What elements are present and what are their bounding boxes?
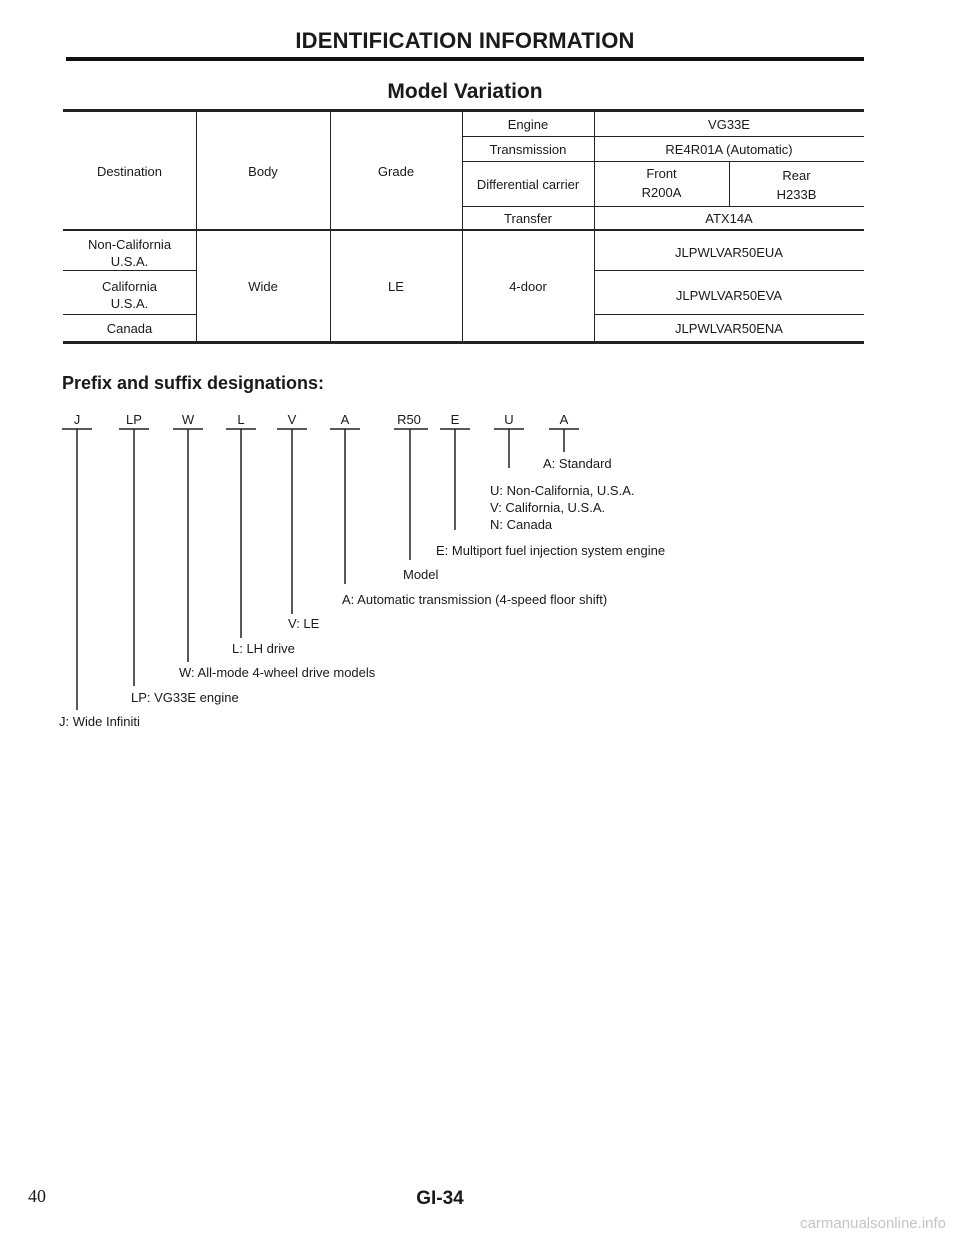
header-transmission: Transmission bbox=[489, 142, 567, 157]
header-destination: Destination bbox=[96, 164, 163, 179]
shared-grade: LE bbox=[388, 279, 404, 294]
desc-n-canada: N: Canada bbox=[490, 517, 553, 532]
page-title: IDENTIFICATION INFORMATION bbox=[295, 28, 635, 53]
desc-v-le: V: LE bbox=[288, 616, 320, 631]
desc-lp-engine: LP: VG33E engine bbox=[131, 690, 239, 705]
desc-a-transmission: A: Automatic transmission (4-speed floor shift) bbox=[342, 592, 608, 607]
row-destination-line1: Non-California bbox=[87, 237, 172, 252]
section-title: Model Variation bbox=[387, 80, 543, 103]
desc-l-lh-drive: L: LH drive bbox=[232, 641, 295, 656]
diff-front-label: Front bbox=[646, 166, 677, 181]
header-engine: Engine bbox=[507, 117, 549, 132]
transfer-value: ATX14A bbox=[705, 211, 753, 226]
code-letter: V bbox=[287, 412, 297, 427]
desc-e-engine: E: Multiport fuel injection system engine bbox=[436, 543, 666, 558]
page-code: GI-34 bbox=[416, 1188, 464, 1209]
shared-body: Wide bbox=[248, 279, 278, 294]
diff-front-value: R200A bbox=[641, 185, 682, 200]
code-letter: U bbox=[504, 412, 514, 427]
diff-rear-label: Rear bbox=[782, 168, 811, 183]
code-letter: A bbox=[559, 412, 569, 427]
desc-u-noncalifornia: U: Non-California, U.S.A. bbox=[490, 483, 635, 498]
header-transfer: Transfer bbox=[504, 211, 552, 226]
shared-doors: 4-door bbox=[509, 279, 547, 294]
row-model-code: JLPWLVAR50EVA bbox=[675, 288, 783, 303]
row-destination-line2: U.S.A. bbox=[110, 296, 149, 311]
desc-v-california: V: California, U.S.A. bbox=[490, 500, 606, 515]
row-model-code: JLPWLVAR50EUA bbox=[675, 245, 783, 260]
code-letter: LP bbox=[126, 412, 142, 427]
row-destination-line1: California bbox=[102, 279, 157, 294]
diff-rear-value: H233B bbox=[776, 187, 817, 202]
header-differential: Differential carrier bbox=[476, 177, 580, 192]
code-letter: R50 bbox=[397, 412, 421, 427]
code-letter: W bbox=[181, 412, 195, 427]
code-letter: E bbox=[450, 412, 460, 427]
page-number: 40 bbox=[28, 1186, 46, 1206]
watermark: carmanualsonline.info bbox=[800, 1215, 946, 1232]
desc-w-awd: W: All-mode 4-wheel drive models bbox=[179, 665, 376, 680]
code-letter: J bbox=[73, 412, 81, 427]
prefix-title: Prefix and suffix designations: bbox=[62, 373, 325, 393]
code-letter: L bbox=[237, 412, 245, 427]
row-model-code: JLPWLVAR50ENA bbox=[675, 321, 783, 336]
header-grade: Grade bbox=[377, 164, 415, 179]
engine-value: VG33E bbox=[708, 117, 750, 132]
desc-a-standard: A: Standard bbox=[543, 456, 612, 471]
code-letter: A bbox=[340, 412, 350, 427]
desc-j-wide-infiniti: J: Wide Infiniti bbox=[59, 714, 140, 729]
row-destination-line1: Canada bbox=[106, 321, 153, 336]
desc-model: Model bbox=[403, 567, 439, 582]
row-destination-line2: U.S.A. bbox=[110, 254, 149, 269]
header-body: Body bbox=[248, 164, 278, 179]
transmission-value: RE4R01A (Automatic) bbox=[665, 142, 793, 157]
